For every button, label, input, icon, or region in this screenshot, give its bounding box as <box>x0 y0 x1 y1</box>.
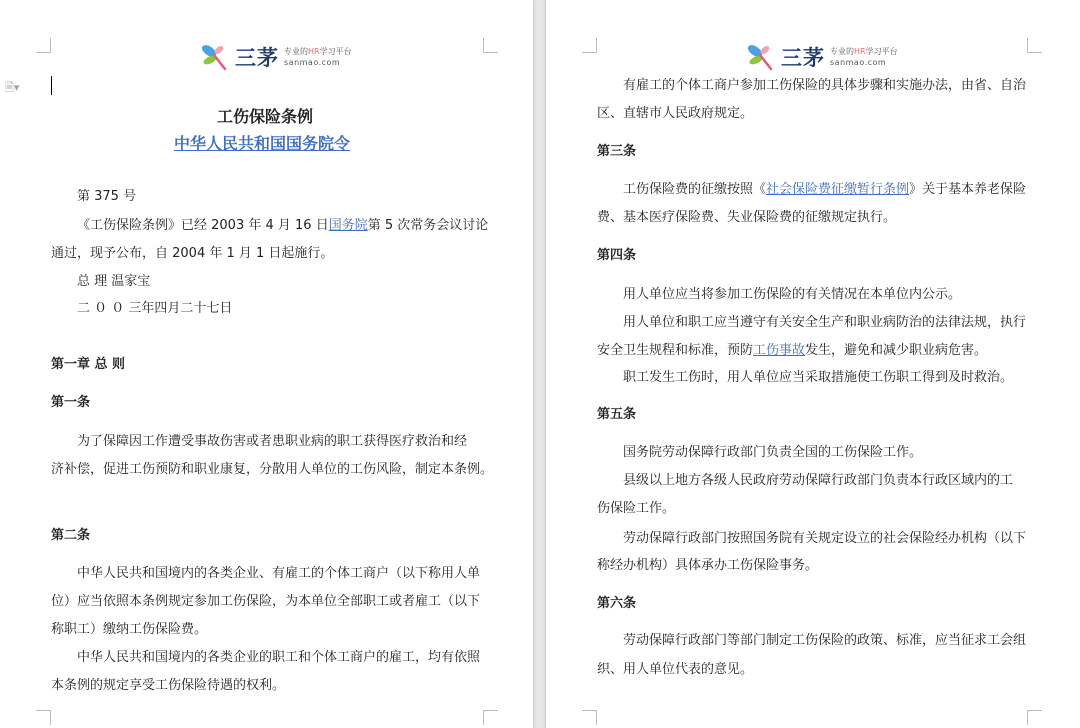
decree-number: 第 375 号 <box>77 189 137 204</box>
article-5-heading: 第五条 <box>597 407 637 422</box>
premier-signature: 总 理 温家宝 <box>77 274 151 289</box>
crop-mark-bottom-left <box>582 710 597 725</box>
article-6-line-2: 织、用人单位代表的意见。 <box>597 662 754 677</box>
article-5-p2-line-1: 县级以上地方各级人民政府劳动保障行政部门负责本行政区域内的工 <box>623 473 1014 488</box>
article-3-heading: 第三条 <box>597 144 637 159</box>
document-page-1 <box>0 0 533 728</box>
link-work-accident[interactable]: 工伤事故 <box>753 343 806 358</box>
article-5-p1: 国务院劳动保障行政部门负责全国的工伤保险工作。 <box>623 445 923 460</box>
crop-mark-top-right <box>1027 38 1042 53</box>
doc-subtitle[interactable]: 中华人民共和国国务院令 <box>174 134 351 153</box>
article-2-p1-line-2: 位）应当依照本条例规定参加工伤保险，为本单位全部职工或者雇工（以下 <box>51 594 481 609</box>
intro-line-1: 《工伤保险条例》已经 2003 年 4 月 16 日国务院第 5 次常务会议讨论 <box>77 218 489 233</box>
article-4-p3: 职工发生工伤时，用人单位应当采取措施使工伤职工得到及时救治。 <box>623 370 1014 385</box>
link-social-insurance-regulation[interactable]: 社会保险费征缴暂行条例 <box>766 182 910 197</box>
brand-tagline: 专业的HR学习平台 sanmao.com <box>284 46 352 67</box>
article-2-p1-line-1: 中华人民共和国境内的各类企业、有雇工的个体工商户（以下称用人单 <box>77 566 481 581</box>
header-logo <box>200 40 352 74</box>
document-page-2 <box>546 0 1080 728</box>
brand-name: 三茅 <box>781 46 825 70</box>
article-5-p3-line-2: 称经办机构）具体承办工伤保险事务。 <box>597 558 819 573</box>
article-3-line-1: 工伤保险费的征缴按照《社会保险费征缴暂行条例》关于基本养老保险 <box>623 182 1027 197</box>
article-4-p2-line-1: 用人单位和职工应当遵守有关安全生产和职业病防治的法律法规，执行 <box>623 315 1027 330</box>
article-5-p3-line-1: 劳动保障行政部门按照国务院有关规定设立的社会保险经办机构（以下 <box>623 531 1027 546</box>
article-5-p2-line-2: 伤保险工作。 <box>597 501 676 516</box>
crop-mark-top-left <box>582 38 597 53</box>
crop-mark-top-right <box>483 38 498 53</box>
article-1-line-1: 为了保障因工作遭受事故伤害或者患职业病的职工获得医疗救治和经 <box>77 434 468 449</box>
article-4-heading: 第四条 <box>597 248 637 263</box>
article-1-line-2: 济补偿，促进工伤预防和职业康复，分散用人单位的工伤风险，制定本条例。 <box>51 462 494 477</box>
decree-date: 二 ０ ０ 三年四月二十七日 <box>77 301 233 316</box>
article-2-heading: 第二条 <box>51 528 91 543</box>
article-2-p1-line-3: 称职工）缴纳工伤保险费。 <box>51 622 208 637</box>
crop-mark-bottom-right <box>1027 710 1042 725</box>
brand-name: 三茅 <box>235 46 279 70</box>
article-1-heading: 第一条 <box>51 395 91 410</box>
article-6-line-1: 劳动保障行政部门等部门制定工伤保险的政策、标准，应当征求工会组 <box>623 633 1027 648</box>
document-icon[interactable]: 🗎▾ <box>5 81 20 94</box>
chapter-1-heading: 第一章 总 则 <box>51 357 126 372</box>
article-2-p2-line-2: 本条例的规定享受工伤保险待遇的权利。 <box>51 678 286 693</box>
article-4-p1: 用人单位应当将参加工伤保险的有关情况在本单位内公示。 <box>623 287 962 302</box>
article-4-p2-line-2: 安全卫生规程和标准，预防工伤事故发生，避免和减少职业病危害。 <box>597 343 988 358</box>
crop-mark-bottom-left <box>36 710 51 725</box>
crop-mark-top-left <box>36 38 51 53</box>
text-cursor <box>51 76 52 95</box>
link-state-council[interactable]: 国务院 <box>328 218 368 233</box>
dragonfly-logo-icon <box>200 41 232 73</box>
cont-line-1: 有雇工的个体工商户参加工伤保险的具体步骤和实施办法，由省、自治 <box>623 78 1027 93</box>
article-2-p2-line-1: 中华人民共和国境内的各类企业的职工和个体工商户的雇工，均有依照 <box>77 650 481 665</box>
article-6-heading: 第六条 <box>597 596 637 611</box>
cont-line-2: 区、直辖市人民政府规定。 <box>597 106 754 121</box>
brand-tagline: 专业的HR学习平台 sanmao.com <box>830 46 898 67</box>
doc-title: 工伤保险条例 <box>217 107 314 126</box>
article-3-line-2: 费、基本医疗保险费、失业保险费的征缴规定执行。 <box>597 210 897 225</box>
crop-mark-bottom-right <box>483 710 498 725</box>
header-logo <box>746 40 898 74</box>
dragonfly-logo-icon <box>746 41 778 73</box>
intro-line-2: 通过，现予公布，自 2004 年 1 月 1 日起施行。 <box>51 246 334 261</box>
